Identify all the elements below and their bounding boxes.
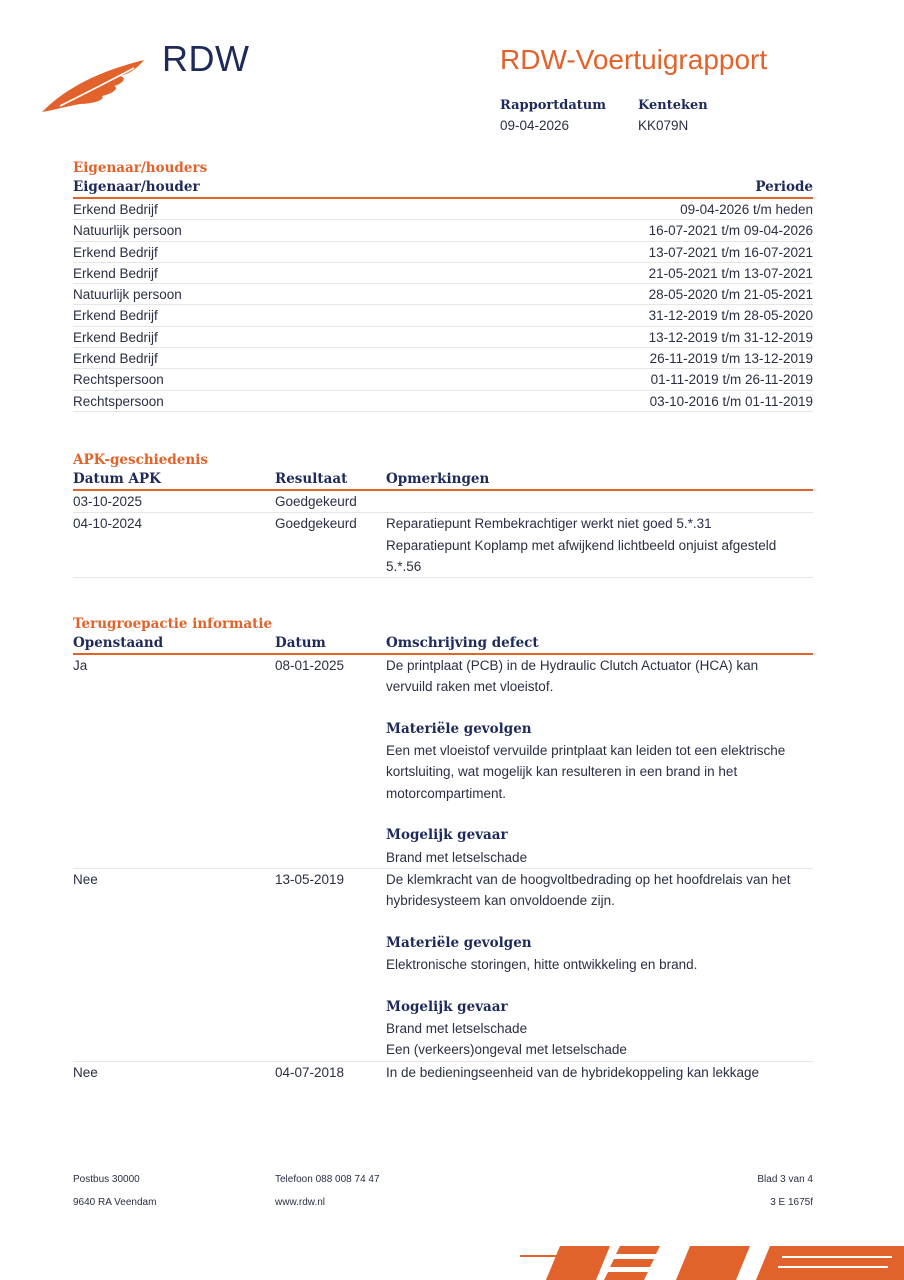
logo-text: RDW	[162, 38, 250, 79]
col-apk-result: Resultaat	[275, 471, 348, 487]
col-recall-desc: Omschrijving defect	[386, 635, 539, 651]
col-owner: Eigenaar/houder	[73, 179, 200, 195]
apk-date-cell: 04-10-2024	[73, 516, 143, 532]
recall-open-cell: Nee	[73, 871, 98, 887]
col-apk-date: Datum APK	[73, 471, 161, 487]
recall-description: In de bedieningseenheid van de hybridekoppeling kan lekkage	[386, 1064, 760, 1080]
period-cell: 13-12-2019 t/m 31-12-2019	[648, 329, 813, 345]
recall-title: Terugroepactie informatie	[73, 616, 273, 632]
apk-remark: Reparatiepunt Rembekrachtiger werkt niet goed 5.*.31	[386, 516, 712, 532]
recall-open-cell: Nee	[73, 1064, 98, 1080]
plate-block	[638, 98, 708, 133]
recall-desc-cell	[386, 1062, 806, 1083]
owner-cell: Erkend Bedrijf	[73, 265, 158, 281]
owner-cell: Erkend Bedrijf	[73, 202, 158, 217]
possible-danger-heading: Mogelijk gevaar	[386, 998, 508, 1015]
apk-remarks-cell	[386, 513, 806, 577]
period-cell: 09-04-2026 t/m heden	[680, 202, 813, 217]
period-cell: 01-11-2019 t/m 26-11-2019	[650, 372, 813, 388]
table-row	[73, 327, 813, 348]
period-cell: 16-07-2021 t/m 09-04-2026	[648, 223, 813, 239]
recall-date-cell: 08-01-2025	[275, 658, 345, 673]
table-row	[73, 305, 813, 326]
period-cell: 03-10-2016 t/m 01-11-2019	[649, 393, 813, 409]
recall-desc-cell	[386, 869, 806, 1061]
table-row	[73, 491, 813, 513]
material-consequences-text: Een met vloeistof vervuilde printplaat kan leiden tot een elektrische kortsluiting, wat mogelijk kan resulteren in een brand in het motorcompartiment.	[386, 743, 786, 801]
recall-section	[73, 614, 813, 1083]
possible-danger-heading: Mogelijk gevaar	[386, 827, 508, 844]
recall-description: De klemkracht van de hoogvoltbedrading op het hoofdrelais van het hybridesysteem kan onvoldoende zijn.	[386, 871, 791, 909]
footer-phone: Telefoon 088 008 74 47	[275, 1174, 380, 1185]
footer-document-code: 3 E 1675f	[770, 1197, 813, 1208]
col-apk-remarks: Opmerkingen	[386, 471, 490, 487]
period-cell: 31-12-2019 t/m 28-05-2020	[648, 308, 813, 324]
apk-result-cell: Goedgekeurd	[275, 516, 357, 532]
table-row	[73, 348, 813, 369]
possible-danger-text: Brand met letselschade	[386, 849, 528, 865]
period-cell: 28-05-2020 t/m 21-05-2021	[648, 287, 813, 303]
table-row	[73, 199, 813, 220]
apk-remarks-cell	[386, 491, 806, 512]
table-row	[73, 263, 813, 284]
rdw-stripes-decoration	[520, 1246, 904, 1280]
table-row	[73, 1062, 813, 1083]
owner-cell: Erkend Bedrijf	[73, 329, 158, 345]
report-date-label: Rapportdatum	[500, 98, 606, 113]
table-row	[73, 655, 813, 869]
owner-cell: Rechtspersoon	[73, 393, 164, 409]
owner-cell: Erkend Bedrijf	[73, 308, 158, 324]
apk-remark: Reparatiepunt Koplamp met afwijkend lichtbeeld onjuist afgesteld 5.*.56	[386, 537, 777, 574]
plate-value: KK079N	[638, 118, 689, 133]
footer-page-number: Blad 3 van 4	[757, 1174, 813, 1185]
apk-result-cell: Goedgekeurd	[275, 494, 357, 509]
recall-open-cell: Ja	[73, 658, 88, 673]
material-consequences-text: Elektronische storingen, hitte ontwikkeling en brand.	[386, 957, 698, 973]
table-row	[73, 284, 813, 305]
col-recall-date: Datum	[275, 635, 326, 651]
owner-cell: Natuurlijk persoon	[73, 223, 182, 239]
owners-title: Eigenaar/houders	[73, 160, 208, 176]
report-date-value: 09-04-2026	[500, 118, 570, 133]
owner-cell: Natuurlijk persoon	[73, 287, 182, 303]
rdw-logo-feather-icon	[40, 56, 150, 114]
period-cell: 21-05-2021 t/m 13-07-2021	[648, 265, 813, 281]
apk-date-cell: 03-10-2025	[73, 494, 143, 509]
possible-danger-text: Brand met letselschade	[386, 1021, 528, 1037]
owners-table-header	[73, 178, 813, 199]
period-cell: 13-07-2021 t/m 16-07-2021	[648, 244, 813, 260]
apk-title: APK-geschiedenis	[73, 452, 208, 468]
col-period: Periode	[755, 179, 813, 195]
period-cell: 26-11-2019 t/m 13-12-2019	[649, 351, 813, 367]
plate-label: Kenteken	[638, 98, 708, 113]
table-row	[73, 369, 813, 390]
footer-address-line2: 9640 RA Veendam	[73, 1197, 157, 1208]
owner-cell: Erkend Bedrijf	[73, 244, 158, 260]
table-row	[73, 869, 813, 1062]
possible-danger-text: Een (verkeers)ongeval met letselschade	[386, 1042, 627, 1058]
apk-section	[73, 450, 813, 578]
table-row	[73, 242, 813, 263]
report-date-block	[500, 98, 606, 133]
recall-date-cell: 04-07-2018	[275, 1064, 345, 1080]
material-consequences-heading: Materiële gevolgen	[386, 720, 532, 737]
footer-address-line1: Postbus 30000	[73, 1174, 140, 1185]
recall-desc-cell	[386, 655, 806, 868]
owners-table-body	[73, 199, 813, 412]
table-row	[73, 513, 813, 578]
recall-date-cell: 13-05-2019	[275, 871, 345, 887]
apk-table-header	[73, 470, 813, 491]
owner-cell: Rechtspersoon	[73, 372, 164, 388]
table-row	[73, 220, 813, 241]
recall-table-header	[73, 634, 813, 655]
owner-cell: Erkend Bedrijf	[73, 351, 158, 367]
recall-description: De printplaat (PCB) in de Hydraulic Clutch Actuator (HCA) kan vervuild raken met vloeistof.	[386, 658, 759, 695]
report-title: RDW-Voertuigrapport	[500, 44, 768, 75]
material-consequences-heading: Materiële gevolgen	[386, 934, 532, 951]
rdw-logo	[40, 38, 260, 118]
col-recall-open: Openstaand	[73, 635, 164, 651]
table-row	[73, 391, 813, 412]
owners-section	[73, 158, 813, 412]
footer-website[interactable]: www.rdw.nl	[275, 1197, 326, 1208]
